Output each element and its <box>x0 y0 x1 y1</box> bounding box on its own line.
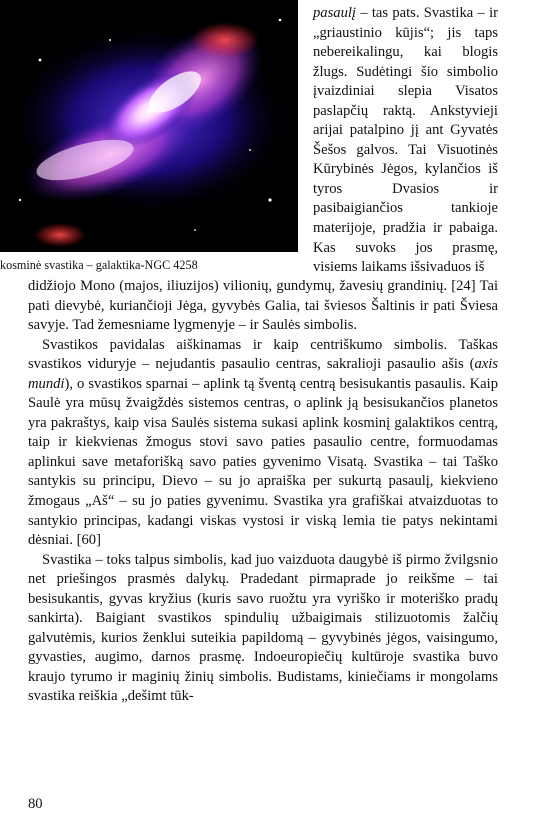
page-number: 80 <box>28 796 43 812</box>
paragraph-centricity <box>28 336 498 551</box>
side-paragraph-text: – tas pats. Svastika – ir „griaustinio kūjis“; jis taps nebereikalingu, kai blogis žlugs. Sudėtingi šio simbolio įvaizdiniai slepia Visatos paslapčių raktą. Ankstyvieji arijai patalpino jį ant Gyvatės Šešos galvos. Tai Visuotinės Kūrybinės Jėgos, kylančios iš tyros Dvasios ir pasibaigiančios tankioje materijoje, pradžia ir pabaiga. Kas suvoks jos prasmę, visiems laikams išsivaduos iš <box>313 5 498 276</box>
continuation-paragraph: didžiojo Mono (majos, iliuzijos) vilionių, gundymų, žavesių grandinių. [24] Tai pati dievybė, kuriančioji Jėga, gyvybės Galia, tai šviesos Šaltinis ir pati Šviesa savyje. Tad žemesniame lygmenyje – ir Saulės simbolis. <box>28 278 498 334</box>
galaxy-image <box>0 0 298 252</box>
paragraph2-part1: Svastikos pavidalas aiškinamas ir kaip centriškumo simbolis. Taškas svastikos viduryje – nejudantis pasaulio centras, sakralioji pasaulio ašis ( <box>28 336 498 373</box>
paragraph-meanings: Svastika – toks talpus simbolis, kad juo vaizduota daugybė iš pirmo žvilgsnio net priešingos prasmės dalykų. Pradedant pirmaprade jo reikšme – tai besisukantis, gyvas kryžius (kuris savo ruožtu yra vyriško ir moteriško pradų sankirta). Baigiant svastikos spindulių užbaigimais stilizuotomis žalčių galvutėmis, kurios ženklui suteikia papildomą – gyvybinės jėgos, vaisingumo, gyvasties, augimo, darnos prasmę. Indoeuropiečių kultūroje svastika buvo kraujo tyrumo ir maginių žinių simbolis. Budistams, kiniečiams ir mongolams svastika reiškia „dešimt tūk- <box>28 551 498 705</box>
figure-caption: kosminė svastika – galaktika-NGC 4258 <box>0 258 198 272</box>
side-lead-italic: pasaulį <box>313 5 356 21</box>
paragraph2-part2: ), o svastikos sparnai – aplink tą šventą centrą besisukantis pasaulis. Kaip Saulė yra mūsų žvaigždės sistemos centras, o aplink ją besisukančios planetos yra pakraštys, kaip visa Saulės sistema sukasi aplink kosminį galaktikos centrą, taip ir kiekvienas žmogus stovi savo paties pasaulio centre, formuodamas aplinkui save metaforišką savo paties gyvenimo Visatą. Svastika – tai Taško santykis su principu, Dievo – su jo apraiška per sukurtą pasaulį, kiekvieno žmogaus „Aš“ – su jo paties gyvenimu. Svastika yra grafiškai atvaizduotas to santykio principas, kadangi viskas vystosi ir viską lemia tie patys nekintami dėsniai. [60] <box>28 375 498 549</box>
side-column-text <box>313 4 498 278</box>
galaxy-photo <box>0 0 298 252</box>
side-paragraph <box>313 4 498 278</box>
main-text <box>28 277 498 707</box>
axis-mundi-italic: axis mundi <box>28 356 498 392</box>
